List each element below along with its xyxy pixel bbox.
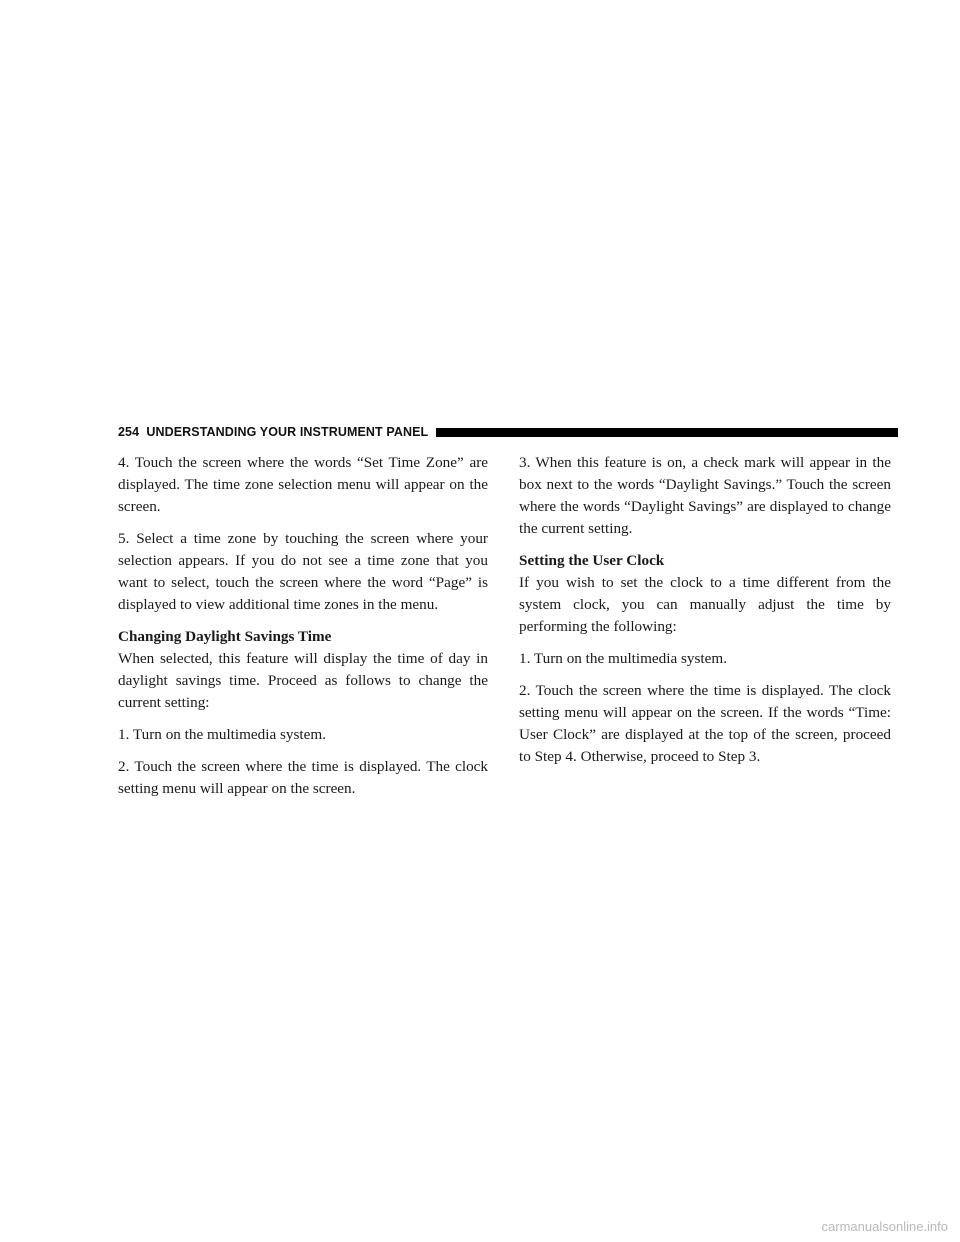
paragraph-user-clock-intro: If you wish to set the clock to a time different from the system clock, you can manually adjust the time by performing the following: [519, 574, 891, 635]
right-column [519, 452, 891, 778]
paragraph-daylight-step-3: 3. When this feature is on, a check mark will appear in the box next to the words “Daylight Savings.” Touch the screen where the words “Daylight Savings” are displayed to change the current setting. [519, 454, 891, 537]
paragraph-step-5: 5. Select a time zone by touching the screen where your selection appears. If you do not see a time zone that you want to select, touch the screen where the word “Page” is displayed to view additional time zones in the menu. [118, 530, 488, 613]
watermark: carmanualsonline.info [821, 1219, 948, 1234]
paragraph-daylight-step-1: 1. Turn on the multimedia system. [118, 726, 326, 743]
page-header [118, 424, 898, 440]
left-column [118, 452, 488, 810]
page-number: 254 [118, 425, 140, 439]
heading-daylight-savings: Changing Daylight Savings Time [118, 628, 332, 645]
heading-user-clock: Setting the User Clock [519, 552, 665, 569]
paragraph-user-clock-step-1: 1. Turn on the multimedia system. [519, 650, 727, 667]
paragraph-daylight-intro: When selected, this feature will display the time of day in daylight savings time. Proceed as follows to change the current setting: [118, 650, 488, 711]
paragraph-daylight-step-2: 2. Touch the screen where the time is displayed. The clock setting menu will appear on the screen. [118, 758, 488, 797]
paragraph-step-4: 4. Touch the screen where the words “Set Time Zone” are displayed. The time zone selection menu will appear on the screen. [118, 454, 488, 515]
header-label [118, 425, 428, 439]
header-rule [436, 428, 898, 437]
section-title: UNDERSTANDING YOUR INSTRUMENT PANEL [146, 425, 429, 439]
paragraph-user-clock-step-2: 2. Touch the screen where the time is displayed. The clock setting menu will appear on the screen. If the words “Time: User Clock” are displayed at the top of the screen, proceed to Step 4. Otherwise, proceed to Step 3. [519, 682, 891, 765]
